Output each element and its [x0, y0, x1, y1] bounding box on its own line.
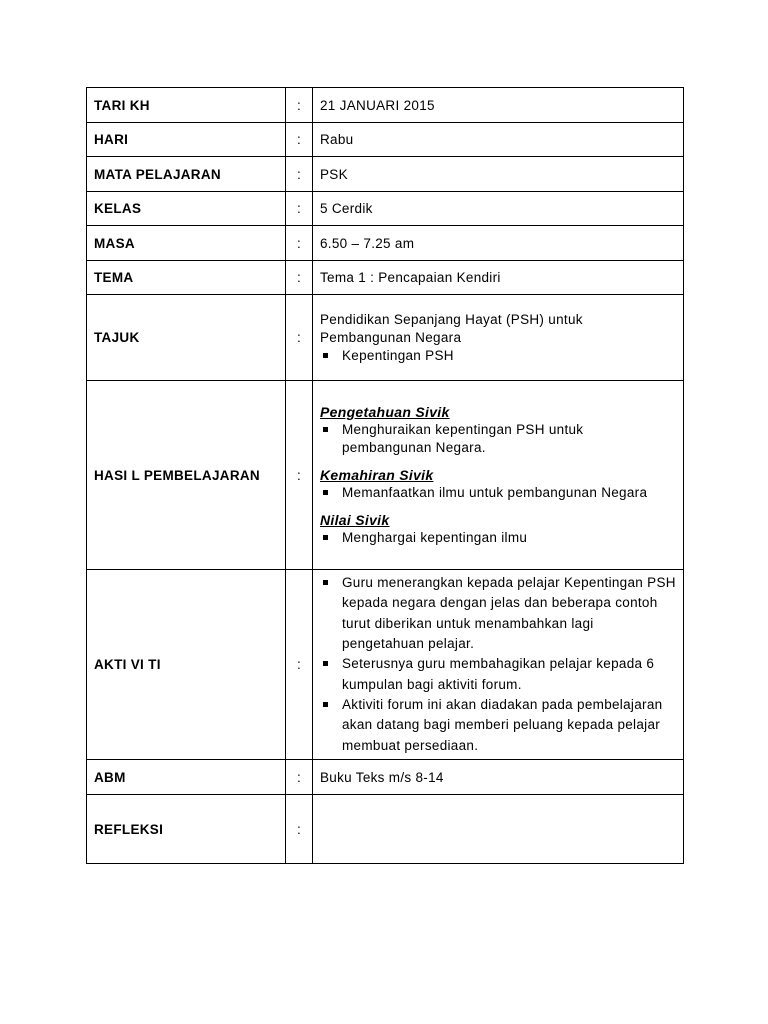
label-tema: TEMA	[87, 261, 286, 295]
label-refleksi: REFLEKSI	[87, 795, 286, 864]
section-bullet: Memanfaatkan ilmu untuk pembangunan Negara	[320, 484, 676, 502]
label-aktiviti: AKTI VI TI	[87, 570, 286, 760]
row-tema	[87, 261, 684, 295]
row-abm	[87, 760, 684, 795]
label-kelas: KELAS	[87, 192, 286, 226]
tajuk-line: Pendidikan Sepanjang Hayat (PSH) untuk	[320, 311, 583, 327]
value-tajuk	[313, 295, 684, 381]
value-kelas: 5 Cerdik	[313, 192, 684, 226]
section-title: Pengetahuan Sivik	[320, 404, 450, 420]
row-masa	[87, 226, 684, 261]
row-tarikh	[87, 88, 684, 123]
label-hasil-pembelajaran: HASI L PEMBELAJARAN	[87, 381, 286, 570]
value-hari: Rabu	[313, 123, 684, 157]
tajuk-bullet: Kepentingan PSH	[320, 347, 676, 365]
colon: :	[286, 795, 313, 864]
colon: :	[286, 295, 313, 381]
row-hasil-pembelajaran	[87, 381, 684, 570]
label-tarikh: TARI KH	[87, 88, 286, 123]
row-mata-pelajaran	[87, 157, 684, 192]
value-tema: Tema 1 : Pencapaian Kendiri	[313, 261, 684, 295]
label-hari: HARI	[87, 123, 286, 157]
label-masa: MASA	[87, 226, 286, 261]
value-aktiviti	[313, 570, 684, 760]
value-mata-pelajaran: PSK	[313, 157, 684, 192]
section-nilai-sivik	[320, 511, 676, 547]
colon: :	[286, 381, 313, 570]
colon: :	[286, 192, 313, 226]
section-kemahiran-sivik	[320, 466, 676, 502]
label-abm: ABM	[87, 760, 286, 795]
colon: :	[286, 760, 313, 795]
lesson-plan-table	[86, 87, 684, 864]
colon: :	[286, 88, 313, 123]
row-kelas	[87, 192, 684, 226]
section-pengetahuan-sivik	[320, 403, 676, 457]
row-aktiviti	[87, 570, 684, 760]
aktiviti-bullet: Aktiviti forum ini akan diadakan pada pembelajaran akan datang bagi memberi peluang kepada pelajar membuat persediaan.	[320, 695, 676, 756]
row-tajuk	[87, 295, 684, 381]
colon: :	[286, 261, 313, 295]
label-tajuk: TAJUK	[87, 295, 286, 381]
section-title: Kemahiran Sivik	[320, 467, 434, 483]
colon: :	[286, 123, 313, 157]
colon: :	[286, 226, 313, 261]
aktiviti-bullet: Guru menerangkan kepada pelajar Kepentingan PSH kepada negara dengan jelas dan beberapa contoh turut diberikan untuk menambahkan lagi pengetahuan pelajar.	[320, 573, 676, 654]
value-refleksi	[313, 795, 684, 864]
value-tarikh: 21 JANUARI 2015	[313, 88, 684, 123]
colon: :	[286, 570, 313, 760]
row-hari	[87, 123, 684, 157]
tajuk-line: Pembangunan Negara	[320, 329, 462, 345]
row-refleksi	[87, 795, 684, 864]
value-masa: 6.50 – 7.25 am	[313, 226, 684, 261]
section-bullet: Menghuraikan kepentingan PSH untuk pembangunan Negara.	[320, 421, 676, 457]
value-hasil-pembelajaran	[313, 381, 684, 570]
label-mata-pelajaran: MATA PELAJARAN	[87, 157, 286, 192]
colon: :	[286, 157, 313, 192]
section-title: Nilai Sivik	[320, 512, 390, 528]
section-bullet: Menghargai kepentingan ilmu	[320, 529, 676, 547]
aktiviti-bullet: Seterusnya guru membahagikan pelajar kepada 6 kumpulan bagi aktiviti forum.	[320, 654, 676, 695]
value-abm: Buku Teks m/s 8-14	[313, 760, 684, 795]
